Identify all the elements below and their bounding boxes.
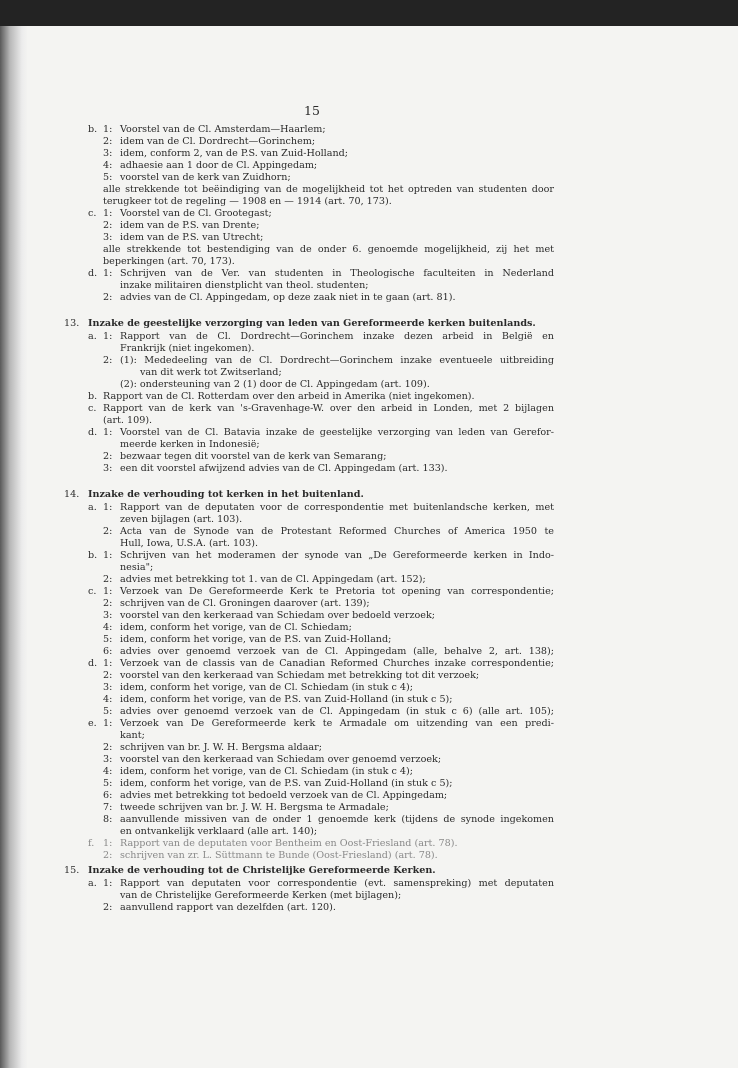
text-line: b. <box>88 550 98 561</box>
text-line: voorstel van den kerkeraad van Schiedam met betrekking tot dit verzoek; <box>120 670 480 681</box>
text-line: 1: <box>103 208 113 219</box>
text-line: 2: <box>103 526 113 537</box>
text-line: 1: <box>103 331 113 342</box>
text-line: terugkeer tot de regeling — 1908 en — 1914 (art. 70, 173). <box>103 196 392 207</box>
text-line: advies van de Cl. Appingedam, op deze zaak niet in te gaan (art. 81). <box>120 292 456 303</box>
text-line: Rapport van deputaten voor correspondentie (evt. samenspreking) met deputaten <box>120 878 554 889</box>
text-line: 1: <box>103 502 113 513</box>
text-line: 3: <box>103 610 113 621</box>
text-line: idem, conform 2, van de P.S. van Zuid-Holland; <box>120 148 349 159</box>
text-line: 1: <box>103 838 113 849</box>
text-line: 2: <box>103 220 113 231</box>
text-line: tweede schrijven van br. J. W. H. Bergsma te Armadale; <box>120 802 389 813</box>
text-line: b. <box>88 391 98 402</box>
text-line: Rapport van de deputaten voor Bentheim en Oost-Friesland (art. 78). <box>120 838 458 849</box>
text-line: Acta van de Synode van de Protestant Reformed Churches of America 1950 te <box>120 526 554 537</box>
text-line: 1: <box>103 658 113 669</box>
text-line: 2: <box>103 598 113 609</box>
text-line: 5: <box>103 778 113 789</box>
text-line: aanvullende missiven van de onder 1 genoemde kerk (tijdens de synode ingekomen <box>120 814 554 825</box>
text-line: 14. <box>64 489 80 500</box>
section-heading: Inzake de geestelijke verzorging van leden van Gereformeerde kerken buitenlands. <box>88 318 536 329</box>
text-line: schrijven van de Cl. Groningen daarover (art. 139); <box>120 598 370 609</box>
text-line: voorstel van den kerkeraad van Schiedam over genoemd verzoek; <box>120 754 442 765</box>
text-line: Voorstel van de Cl. Amsterdam—Haarlem; <box>120 124 326 135</box>
text-line: nesia"; <box>120 562 154 573</box>
text-line: schrijven van br. J. W. H. Bergsma aldaar; <box>120 742 322 753</box>
text-line: van dit werk tot Zwitserland; <box>140 367 282 378</box>
section-heading: Inzake de verhouding tot kerken in het buitenland. <box>88 489 364 500</box>
text-line: 1: <box>103 124 113 135</box>
text-line: c. <box>88 586 97 597</box>
text-line: 2: <box>103 850 113 861</box>
text-line: Voorstel van de Cl. Batavia inzake de geestelijke verzorging van leden van Gerefor- <box>120 427 554 438</box>
text-line: 1: <box>103 586 113 597</box>
text-line: 4: <box>103 694 113 705</box>
text-line: idem, conform het vorige, van de P.S. van Zuid-Holland (in stuk c 5); <box>120 778 453 789</box>
text-line: 8: <box>103 814 113 825</box>
text-line: Schrijven van de Ver. van studenten in Theologische faculteiten in Nederland <box>120 268 554 279</box>
text-line: Hull, Iowa, U.S.A. (art. 103). <box>120 538 259 549</box>
text-line: c. <box>88 403 97 414</box>
text-line: 4: <box>103 622 113 633</box>
text-line: d. <box>88 427 98 438</box>
text-line: kant; <box>120 730 145 741</box>
text-line: 2: <box>103 292 113 303</box>
text-line: a. <box>88 502 97 513</box>
text-line: 1: <box>103 550 113 561</box>
text-line: Rapport van de kerk van 's-Gravenhage-W. over den arbeid in Londen, met 2 bijlagen <box>103 403 554 414</box>
text-line: 5: <box>103 706 113 717</box>
text-line: d. <box>88 658 98 669</box>
text-line: adhaesie aan 1 door de Cl. Appingedam; <box>120 160 318 171</box>
text-line: Frankrijk (niet ingekomen). <box>120 343 255 354</box>
text-line: 3: <box>103 232 113 243</box>
text-line: Verzoek van De Gereformeerde Kerk te Pretoria tot opening van correspondentie; <box>120 586 554 597</box>
text-line: (2): ondersteuning van 2 (1) door de Cl. Appingedam (art. 109). <box>120 379 430 390</box>
text-line: voorstel van de kerk van Zuidhorn; <box>120 172 291 183</box>
text-line: idem, conform het vorige, van de P.S. van Zuid-Holland; <box>120 634 392 645</box>
text-line: idem, conform het vorige, van de Cl. Schiedam; <box>120 622 352 633</box>
text-line: f. <box>88 838 95 849</box>
text-line: 1: <box>103 268 113 279</box>
text-line: 2: <box>103 742 113 753</box>
text-line: inzake militairen dienstplicht van theol. studenten; <box>120 280 369 291</box>
text-line: een dit voorstel afwijzend advies van de Cl. Appingedam (art. 133). <box>120 463 448 474</box>
text-line: Verzoek van De Gereformeerde kerk te Armadale om uitzending van een predi- <box>120 718 554 729</box>
text-line: 3: <box>103 682 113 693</box>
text-line: 2: <box>103 670 113 681</box>
text-line: 2: <box>103 355 113 366</box>
text-line: 1: <box>103 427 113 438</box>
text-line: 2: <box>103 574 113 585</box>
text-line: (1): Mededeeling van de Cl. Dordrecht—Gorinchem inzake eventueele uitbreiding <box>120 355 554 366</box>
text-line: 6: <box>103 646 113 657</box>
text-line: d. <box>88 268 98 279</box>
text-line: idem, conform het vorige, van de Cl. Schiedam (in stuk c 4); <box>120 766 413 777</box>
text-line: a. <box>88 878 97 889</box>
text-line: voorstel van den kerkeraad van Schiedam over bedoeld verzoek; <box>120 610 435 621</box>
text-line: idem van de Cl. Dordrecht—Gorinchem; <box>120 136 316 147</box>
text-line: 1: <box>103 718 113 729</box>
text-line: 4: <box>103 766 113 777</box>
text-line: idem van de P.S. van Utrecht; <box>120 232 264 243</box>
text-line: 5: <box>103 172 113 183</box>
text-line: schrijven van zr. L. Süttmann te Bunde (Oost-Friesland) (art. 78). <box>120 850 438 861</box>
text-line: (art. 109). <box>103 415 153 426</box>
text-line: idem van de P.S. van Drente; <box>120 220 260 231</box>
text-line: 1: <box>103 878 113 889</box>
text-line: alle strekkende tot bestendiging van de onder 6. genoemde mogelijkheid, zij het met <box>103 244 554 255</box>
text-line: 3: <box>103 754 113 765</box>
text-line: beperkingen (art. 70, 173). <box>103 256 235 267</box>
text-line: e. <box>88 718 97 729</box>
text-line: bezwaar tegen dit voorstel van de kerk van Semarang; <box>120 451 387 462</box>
text-line: Schrijven van het moderamen der synode van „De Gereformeerde kerken in Indo- <box>120 550 554 561</box>
text-line: advies met betrekking tot 1. van de Cl. Appingedam (art. 152); <box>120 574 426 585</box>
text-line: c. <box>88 208 97 219</box>
text-line: 15. <box>64 865 80 876</box>
text-line: aanvullend rapport van dezelfden (art. 120). <box>120 902 336 913</box>
text-line: 6: <box>103 790 113 801</box>
text-line: Rapport van de Cl. Dordrecht—Gorinchem inzake dezen arbeid in België en <box>120 331 554 342</box>
text-line: 2: <box>103 451 113 462</box>
text-line: advies over genoemd verzoek van de Cl. Appingedam (alle, behalve 2, art. 138); <box>120 646 554 657</box>
text-line: idem, conform het vorige, van de Cl. Schiedam (in stuk c 4); <box>120 682 413 693</box>
section-heading: Inzake de verhouding tot de Christelijke Gereformeerde Kerken. <box>88 865 436 876</box>
text-line: idem, conform het vorige, van de P.S. van Zuid-Holland (in stuk c 5); <box>120 694 453 705</box>
text-line: 3: <box>103 463 113 474</box>
page-number: 15 <box>304 103 320 118</box>
text-line: en ontvankelijk verklaard (alle art. 140); <box>120 826 318 837</box>
text-line: 3: <box>103 148 113 159</box>
text-line: b. <box>88 124 98 135</box>
text-line: Verzoek van de classis van de Canadian Reformed Churches inzake correspondentie; <box>120 658 554 669</box>
text-line: Voorstel van de Cl. Grootegast; <box>120 208 272 219</box>
text-line: advies over genoemd verzoek van de Cl. Appingedam (in stuk c 6) (alle art. 105); <box>120 706 554 717</box>
text-line: a. <box>88 331 97 342</box>
text-line: 13. <box>64 318 80 329</box>
text-line: zeven bijlagen (art. 103). <box>120 514 243 525</box>
text-line: 7: <box>103 802 113 813</box>
text-line: 4: <box>103 160 113 171</box>
text-line: alle strekkende tot beëindiging van de mogelijkheid tot het optreden van studenten door <box>103 184 554 195</box>
text-line: advies met betrekking tot bedoeld verzoek van de Cl. Appingedam; <box>120 790 448 801</box>
text-line: Rapport van de Cl. Rotterdam over den arbeid in Amerika (niet ingekomen). <box>103 391 475 402</box>
text-line: meerde kerken in Indonesië; <box>120 439 260 450</box>
text-line: van de Christelijke Gereformeerde Kerken (met bijlagen); <box>120 890 402 901</box>
text-line: 2: <box>103 136 113 147</box>
text-line: Rapport van de deputaten voor de correspondentie met buitenlandsche kerken, met <box>120 502 554 513</box>
text-line: 2: <box>103 902 113 913</box>
text-line: 5: <box>103 634 113 645</box>
